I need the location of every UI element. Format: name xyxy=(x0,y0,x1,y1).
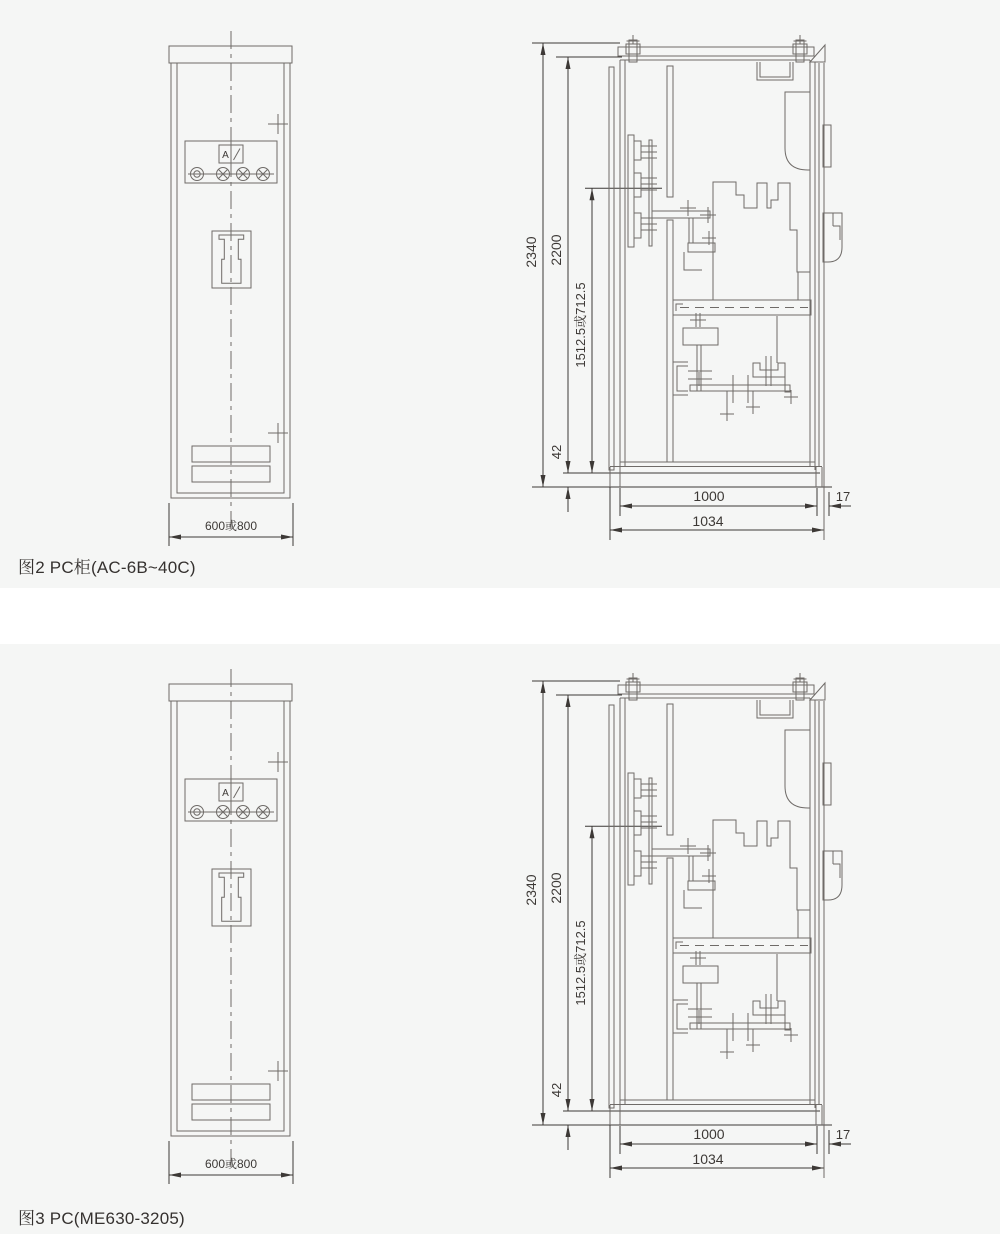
overall-height-label: 2340 xyxy=(523,874,539,906)
front-view-drawing xyxy=(169,31,293,546)
figure-2 xyxy=(169,31,851,546)
panel-gap-label: 17 xyxy=(835,1127,851,1142)
frame-height-label: 2200 xyxy=(548,234,564,266)
front-width-label: 600或800 xyxy=(204,519,258,533)
base-height-label: 42 xyxy=(549,444,564,460)
inner-depth-label: 1000 xyxy=(693,1126,725,1142)
frame-height-label: 2200 xyxy=(548,872,564,904)
overall-depth-label: 1034 xyxy=(692,513,724,529)
inner-depth-label: 1000 xyxy=(693,488,725,504)
front-width-label: 600或800 xyxy=(204,1157,258,1171)
front-view-drawing xyxy=(169,669,293,1184)
figure-3 xyxy=(169,669,851,1184)
overall-depth-label: 1034 xyxy=(692,1151,724,1167)
ammeter-label: A xyxy=(222,150,229,161)
figure2-caption: 图2 PC柜(AC-6B~40C) xyxy=(18,558,196,577)
figure3-caption: 图3 PC(ME630-3205) xyxy=(18,1209,185,1228)
ammeter-label: A xyxy=(222,788,229,799)
busbar-height-label: 1512.5或712.5 xyxy=(573,920,588,1006)
overall-height-label: 2340 xyxy=(523,236,539,268)
busbar-height-label: 1512.5或712.5 xyxy=(573,282,588,368)
base-height-label: 42 xyxy=(549,1082,564,1098)
panel-gap-label: 17 xyxy=(835,489,851,504)
